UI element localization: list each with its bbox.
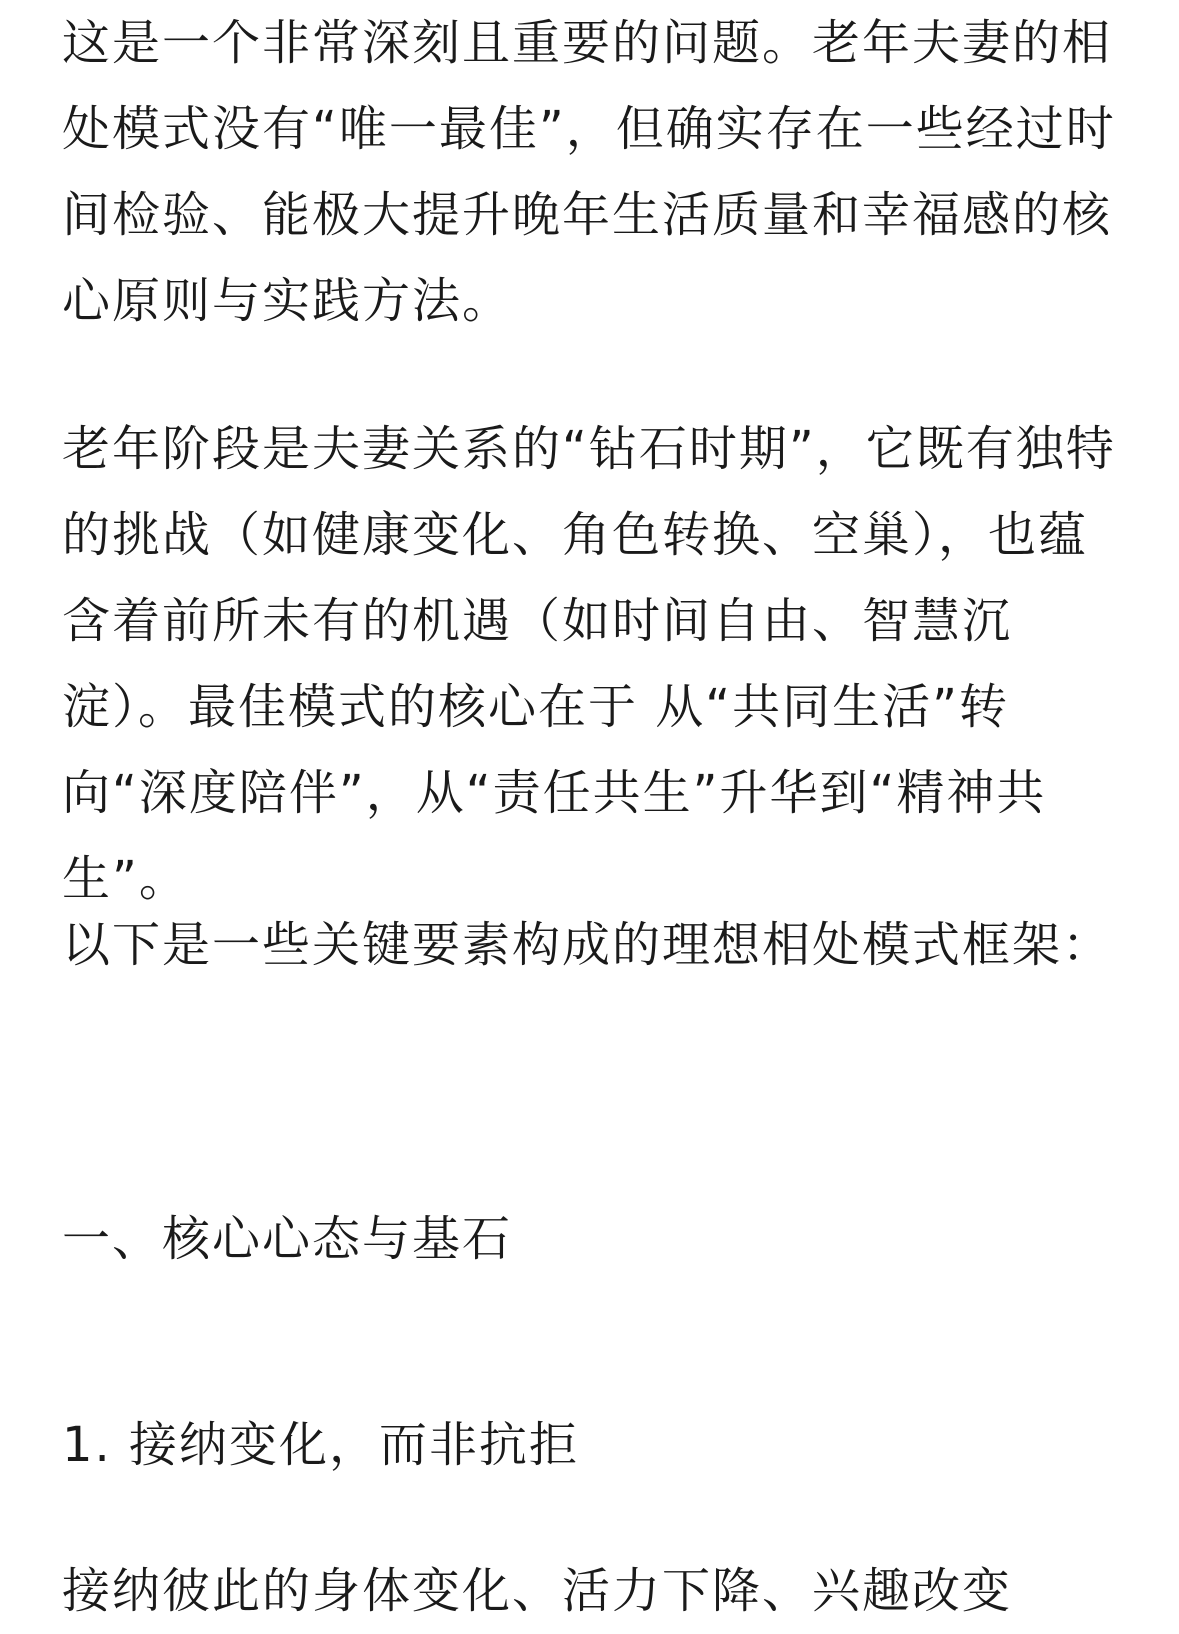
cut-off-text-line (62, 1548, 1122, 1619)
framework-intro-paragraph: 以下是一些关键要素构成的理想相处模式框架： (62, 917, 1113, 973)
subsection-heading: 1. 接纳变化，而非抗拒 (62, 1417, 580, 1473)
cut-off-paragraph: 接纳彼此的身体变化、活力下降、兴趣改变 (62, 1563, 1013, 1619)
context-paragraph: 老年阶段是夫妻关系的“钻石时期”，它既有独特的挑战（如健康变化、角色转换、空巢），也蕴含着前所未有的机遇（如时间自由、智慧沉淀）。最佳模式的核心在于 从“共同生活”转向“深度陪伴”，从“责任共生”升华到“精神共生”。 (62, 421, 1116, 907)
intro-paragraph: 这是一个非常深刻且重要的问题。老年夫妻的相处模式没有“唯一最佳”，但确实存在一些经过时间检验、能极大提升晚年生活质量和幸福感的核心原则与实践方法。 (62, 15, 1116, 329)
section-heading: 一、核心心态与基石 (62, 1211, 513, 1267)
